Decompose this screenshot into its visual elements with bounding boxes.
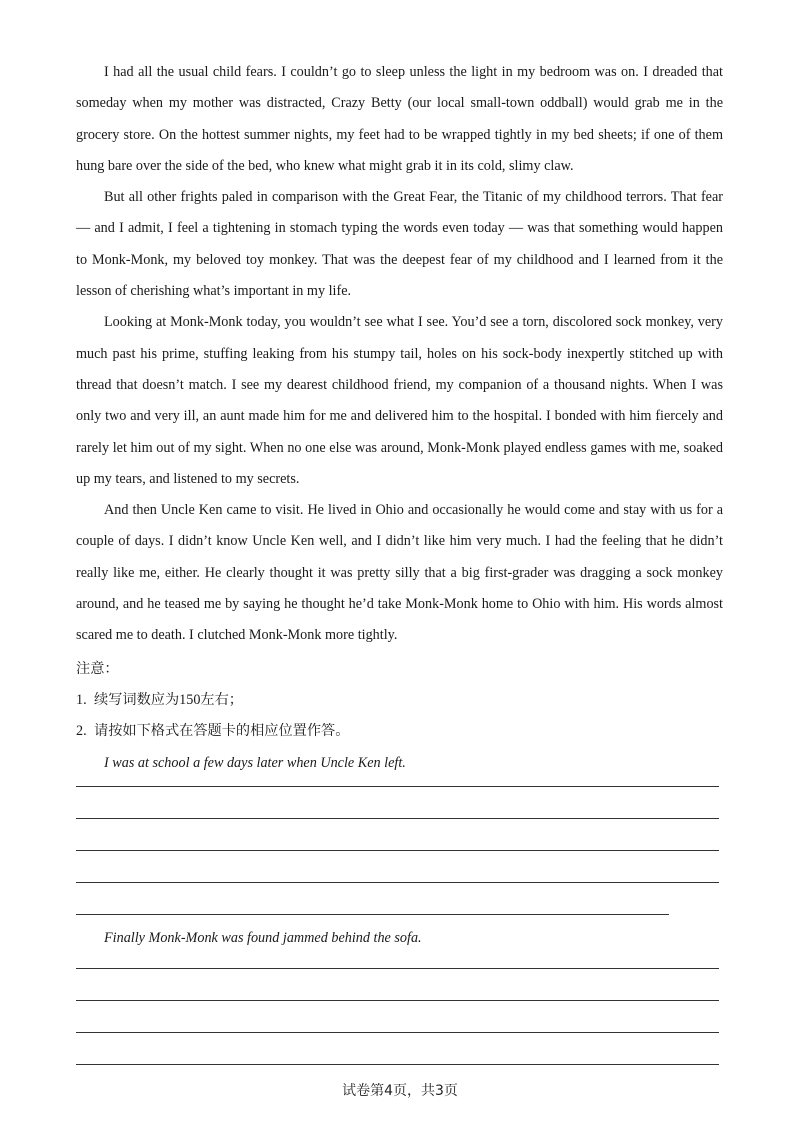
answer-line[interactable] <box>76 968 719 969</box>
notes-title: 注意： <box>76 660 119 677</box>
note-text: 请按如下格式在答题卡的相应位置作答。 <box>94 723 350 740</box>
passage-paragraph-3: Looking at Monk-Monk today, you wouldn’t see what I see. You’d see a torn, discolored sock monkey, very much past his prime, stuffing leaking from his stumpy tail, holes on his sock-body inexpertly stitched up with thread that doesn’t match. I see my dearest childhood friend, my companion of a thousand nights. When I was only two and very ill, an aunt made him for me and delivered him to the hospital. I bonded with him fiercely and rarely let him out of my sight. When no one else was around, Monk-Monk played endless games with me, soaked up my tears, and listened to my secrets. <box>76 314 723 487</box>
note-number: 1. <box>76 691 87 708</box>
continuation-prompt-2: Finally Monk-Monk was found jammed behind the sofa. <box>104 929 422 946</box>
answer-line[interactable] <box>76 882 719 883</box>
passage-paragraph-2: But all other frights paled in comparison with the Great Fear, the Titanic of my childhood terrors. That fear — and I admit, I feel a tightening in stomach typing the words even today — was that something would happen to Monk-Monk, my beloved toy monkey. That was the deepest fear of my childhood and I learned from it the lesson of cherishing what’s important in my life. <box>76 189 723 300</box>
continuation-prompt-1: I was at school a few days later when Uncle Ken left. <box>104 754 406 771</box>
answer-line[interactable] <box>76 818 719 819</box>
exam-page <box>76 57 723 1065</box>
note-item-1 <box>76 685 723 716</box>
answer-line[interactable] <box>76 1032 719 1033</box>
answer-lines-section-2[interactable] <box>76 968 723 1065</box>
notes-section <box>76 654 723 748</box>
page-footer: 试卷第4页，共3页 <box>342 1083 458 1099</box>
note-text: 续写词数应为150左右； <box>94 691 243 708</box>
answer-line[interactable] <box>76 1000 719 1001</box>
passage-paragraph-1: I had all the usual child fears. I couldn’t go to sleep unless the light in my bedroom was on. I dreaded that someday when my mother was distracted, Crazy Betty (our local small-town oddball) would grab me in the grocery store. On the hottest summer nights, my feet had to be wrapped tightly in my bed sheets; if one of them hung bare over the side of the bed, who knew what might grab it in its cold, slimy claw. <box>76 64 723 174</box>
note-number: 2. <box>76 723 87 740</box>
answer-line[interactable] <box>76 786 719 787</box>
answer-lines-section-1[interactable] <box>76 786 723 915</box>
passage-paragraph-4: And then Uncle Ken came to visit. He lived in Ohio and occasionally he would come and stay with us for a couple of days. I didn’t know Uncle Ken well, and I didn’t like him very much. I had the feeling that he didn’t really like me, either. He clearly thought it was pretty silly that a big first-grader was dragging a sock monkey around, and he teased me by saying he thought he’d take Monk-Monk home to Ohio with him. His words almost scared me to death. I clutched Monk-Monk more tightly. <box>76 502 723 644</box>
answer-line[interactable] <box>76 850 719 851</box>
note-item-2 <box>76 716 723 747</box>
answer-line[interactable] <box>76 1064 719 1065</box>
answer-line[interactable] <box>76 914 669 915</box>
